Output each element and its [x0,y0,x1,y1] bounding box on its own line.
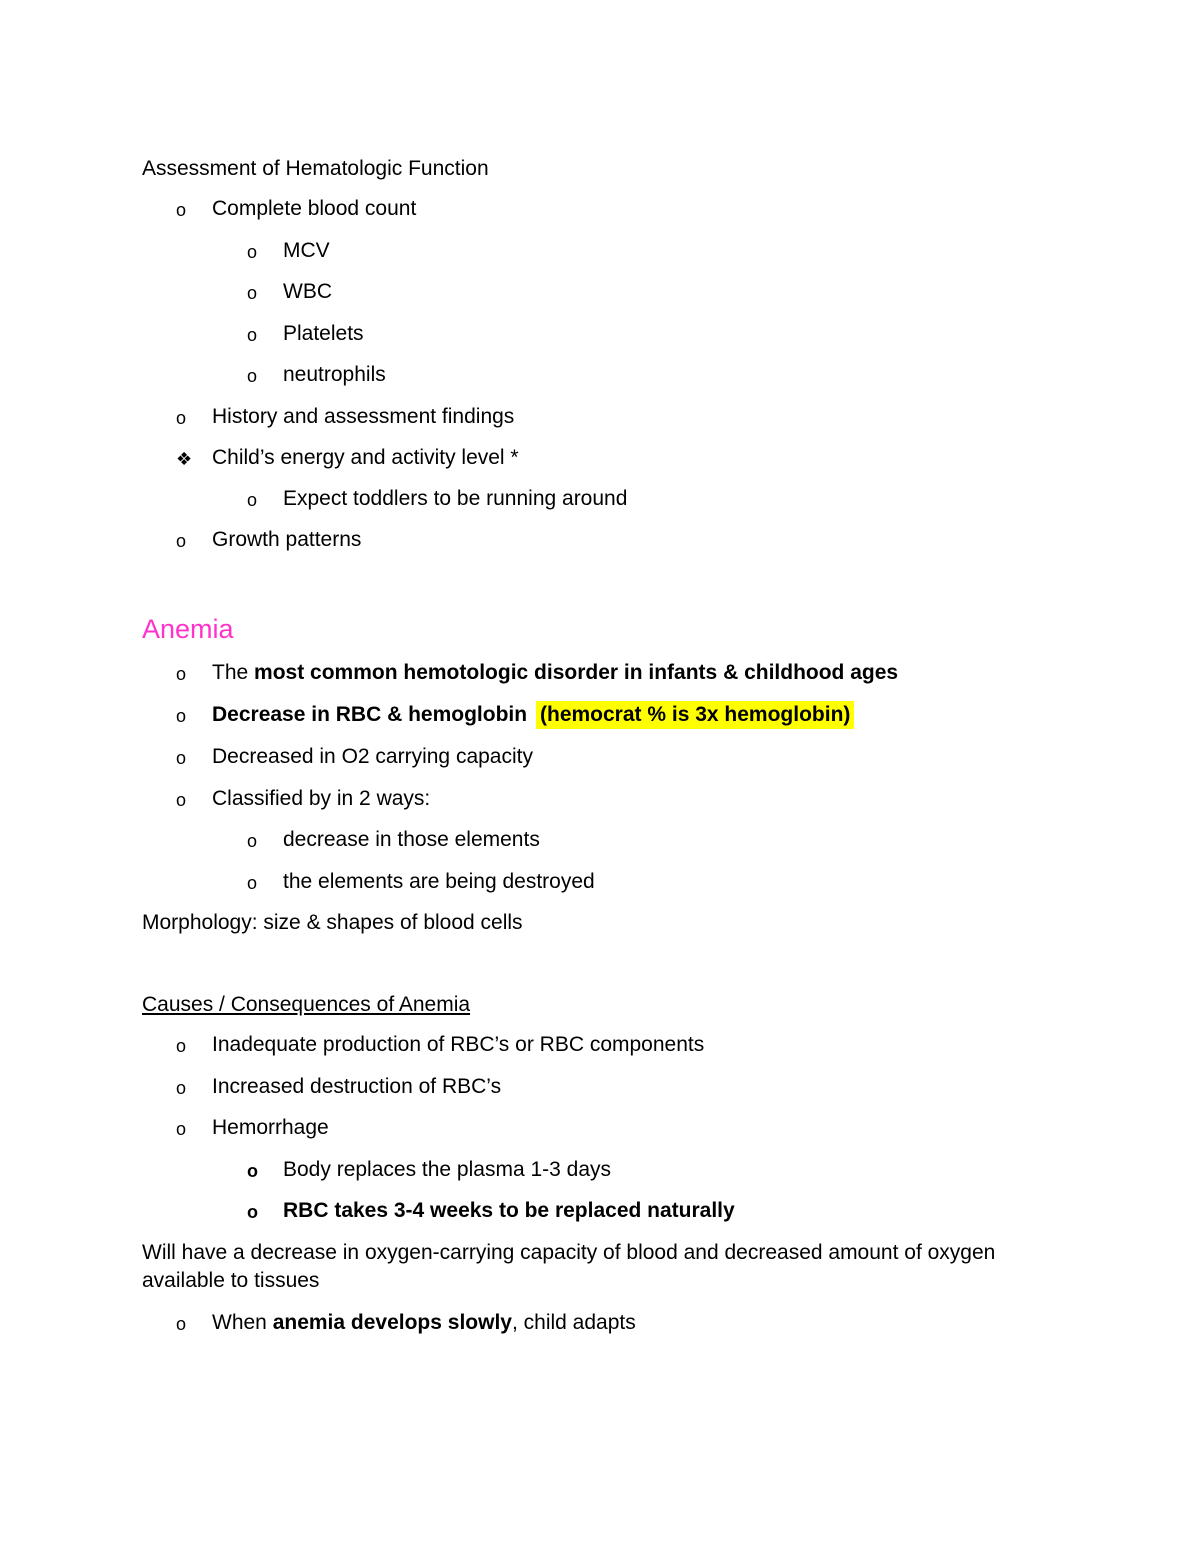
bullet-circle: o [176,664,187,684]
list-item-inadequate: Inadequate production of RBC’s or RBC components [212,1033,705,1056]
bullet-circle: o [176,1119,187,1139]
list-item-plasma: Body replaces the plasma 1-3 days [283,1158,612,1181]
list-item-wbc: WBC [283,280,332,303]
bullet-circle: o [176,408,187,428]
bullet-circle: o [247,325,258,345]
bullet-circle: o [176,748,187,768]
bullet-circle: o [176,1078,187,1098]
bullet-circle: o [176,790,187,810]
list-item-toddlers: Expect toddlers to be running around [283,487,628,510]
bullet-circle: o [247,831,258,851]
bullet-circle: o [176,200,187,220]
bullet-circle: o [247,1161,258,1181]
bullet-circle: o [176,1036,187,1056]
list-item-o2-capacity: Decreased in O2 carrying capacity [212,745,533,768]
bullet-circle: o [247,490,258,510]
list-item-cbc: Complete blood count [212,197,417,220]
list-item-most-common: The most common hemotologic disorder in infants & childhood ages [212,661,899,684]
bullet-circle: o [176,531,187,551]
bullet-circle: o [247,366,258,386]
section-title-assessment: Assessment of Hematologic Function [142,157,489,180]
bullet-circle: o [247,242,258,262]
bullet-circle: o [247,873,258,893]
list-item-decrease-elements: decrease in those elements [283,828,540,851]
bullet-circle: o [176,1314,187,1334]
bullet-circle: o [247,1202,258,1222]
list-item-mcv: MCV [283,239,330,262]
list-item-rbc-replaced: RBC takes 3-4 weeks to be replaced naturally [283,1199,735,1222]
highlight-hemocrat: (hemocrat % is 3x hemoglobin) [536,701,854,729]
paragraph-oxygen: Will have a decrease in oxygen-carrying capacity of blood and decreased amount of oxygen available to tissues [142,1241,996,1292]
list-item-history: History and assessment findings [212,405,515,428]
list-item-develops-slowly: When anemia develops slowly, child adapts [212,1311,636,1334]
bullet-circle: o [247,283,258,303]
list-item-energy: Child’s energy and activity level * [212,446,519,469]
heading-causes: Causes / Consequences of Anemia [142,993,471,1016]
list-item-growth: Growth patterns [212,528,362,551]
list-item-destroyed: the elements are being destroyed [283,870,595,893]
list-item-neutrophils: neutrophils [283,363,386,386]
list-item-hemorrhage: Hemorrhage [212,1116,329,1139]
list-item-decrease-rbc: Decrease in RBC & hemoglobin [212,703,528,726]
list-item-platelets: Platelets [283,322,364,345]
bullet-circle: o [176,706,187,726]
list-item-classified: Classified by in 2 ways: [212,787,431,810]
bullet-diamond: ❖ [176,449,193,469]
heading-anemia: Anemia [142,614,234,644]
morphology-line: Morphology: size & shapes of blood cells [142,911,523,934]
list-item-increased-destruction: Increased destruction of RBC’s [212,1075,502,1098]
